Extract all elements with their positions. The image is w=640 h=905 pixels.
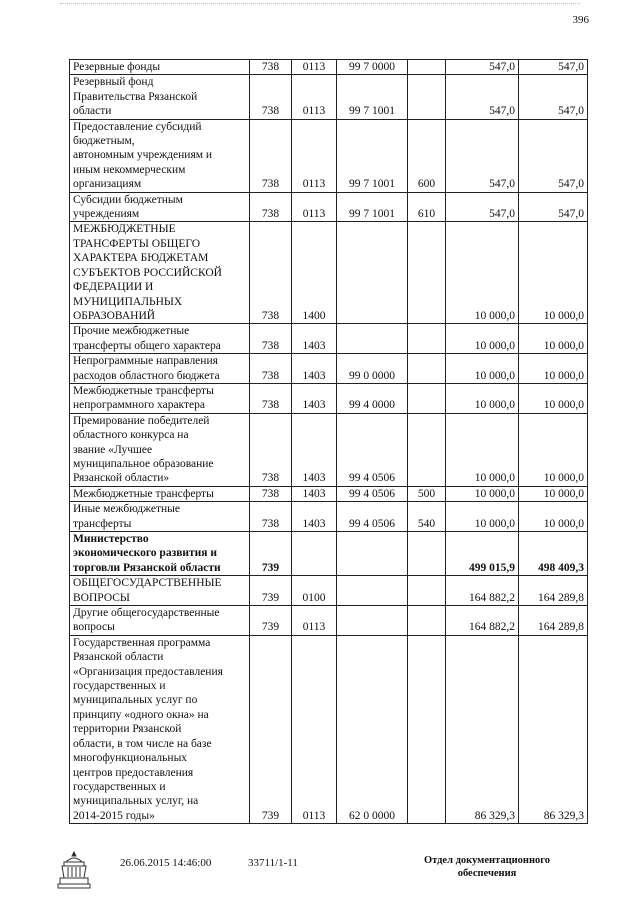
cell-vedomstvo: 738	[250, 192, 292, 222]
cell-expense-type	[408, 532, 446, 576]
cell-razdel: 0113	[292, 75, 337, 119]
cell-name: Другие общегосударственные вопросы	[70, 606, 250, 636]
cell-expense-type	[408, 576, 446, 606]
cell-vedomstvo: 738	[250, 60, 292, 75]
page-number: 396	[572, 14, 589, 26]
cell-name: Резервные фонды	[70, 60, 250, 75]
cell-razdel	[292, 532, 337, 576]
cell-sum-year-1: 10 000,0	[446, 324, 519, 354]
cell-name: МЕЖБЮДЖЕТНЫЕ ТРАНСФЕРТЫ ОБЩЕГО ХАРАКТЕРА БЮДЖЕТАМ СУБЪЕКТОВ РОССИЙСКОЙ ФЕДЕРАЦИИ И МУНИЦИПАЛЬНЫХ ОБРАЗОВАНИЙ	[70, 222, 250, 324]
cell-name: Межбюджетные трансферты	[70, 486, 250, 501]
cell-razdel: 1403	[292, 486, 337, 501]
table-row	[70, 532, 588, 576]
footer-date: 26.06.2015 14:46:00	[120, 857, 212, 869]
cell-target-article: 99 4 0506	[337, 413, 408, 486]
cell-vedomstvo: 738	[250, 486, 292, 501]
cell-sum-year-1: 164 882,2	[446, 576, 519, 606]
cell-vedomstvo: 738	[250, 502, 292, 532]
cell-expense-type	[408, 606, 446, 636]
cell-expense-type	[408, 413, 446, 486]
cell-expense-type: 610	[408, 192, 446, 222]
cell-sum-year-1: 10 000,0	[446, 413, 519, 486]
table-row	[70, 635, 588, 823]
cell-expense-type	[408, 222, 446, 324]
cell-sum-year-1: 547,0	[446, 192, 519, 222]
cell-name: Иные межбюджетные трансферты	[70, 502, 250, 532]
cell-name: Прочие межбюджетные трансферты общего характера	[70, 324, 250, 354]
cell-target-article: 62 0 0000	[337, 635, 408, 823]
cell-razdel: 0113	[292, 119, 337, 192]
cell-expense-type: 600	[408, 119, 446, 192]
cell-sum-year-2: 547,0	[519, 192, 588, 222]
cell-razdel: 1403	[292, 354, 337, 384]
cell-sum-year-1: 499 015,9	[446, 532, 519, 576]
cell-target-article	[337, 532, 408, 576]
table-row	[70, 576, 588, 606]
cell-name: Резервный фонд Правительства Рязанской области	[70, 75, 250, 119]
cell-expense-type	[408, 60, 446, 75]
table-row	[70, 606, 588, 636]
cell-name: Субсидии бюджетным учреждениям	[70, 192, 250, 222]
cell-vedomstvo: 739	[250, 576, 292, 606]
cell-sum-year-2: 86 329,3	[519, 635, 588, 823]
footer-document-code: 33711/1-11	[248, 857, 298, 869]
table-row	[70, 119, 588, 192]
cell-vedomstvo: 738	[250, 383, 292, 413]
table-row	[70, 413, 588, 486]
table-row	[70, 75, 588, 119]
table-row	[70, 502, 588, 532]
cell-sum-year-2: 10 000,0	[519, 413, 588, 486]
cell-sum-year-1: 10 000,0	[446, 222, 519, 324]
cell-sum-year-1: 86 329,3	[446, 635, 519, 823]
cell-target-article: 99 7 1001	[337, 75, 408, 119]
cell-sum-year-2: 10 000,0	[519, 383, 588, 413]
cell-sum-year-1: 10 000,0	[446, 354, 519, 384]
table-row	[70, 324, 588, 354]
table-row	[70, 486, 588, 501]
cell-sum-year-2: 547,0	[519, 75, 588, 119]
cell-target-article: 99 4 0506	[337, 502, 408, 532]
cell-sum-year-2: 547,0	[519, 119, 588, 192]
cell-sum-year-1: 547,0	[446, 119, 519, 192]
cell-sum-year-2: 498 409,3	[519, 532, 588, 576]
cell-vedomstvo: 739	[250, 606, 292, 636]
cell-sum-year-2: 10 000,0	[519, 222, 588, 324]
cell-razdel: 0113	[292, 192, 337, 222]
cell-razdel: 0100	[292, 576, 337, 606]
cell-sum-year-2: 547,0	[519, 60, 588, 75]
cell-razdel: 0113	[292, 606, 337, 636]
cell-vedomstvo: 738	[250, 222, 292, 324]
cell-vedomstvo: 738	[250, 119, 292, 192]
cell-sum-year-1: 10 000,0	[446, 383, 519, 413]
cell-target-article	[337, 576, 408, 606]
cell-razdel: 1403	[292, 324, 337, 354]
cell-name: Непрограммные направления расходов областного бюджета	[70, 354, 250, 384]
table-row	[70, 354, 588, 384]
cell-name: Межбюджетные трансферты непрограммного характера	[70, 383, 250, 413]
cell-razdel: 0113	[292, 635, 337, 823]
cell-sum-year-2: 10 000,0	[519, 502, 588, 532]
cell-target-article: 99 0 0000	[337, 354, 408, 384]
cell-razdel: 0113	[292, 60, 337, 75]
cell-sum-year-2: 164 289,8	[519, 606, 588, 636]
cell-name: ОБЩЕГОСУДАРСТВЕННЫЕ ВОПРОСЫ	[70, 576, 250, 606]
cell-expense-type	[408, 75, 446, 119]
cell-target-article: 99 7 1001	[337, 192, 408, 222]
cell-vedomstvo: 738	[250, 75, 292, 119]
cell-sum-year-2: 10 000,0	[519, 354, 588, 384]
cell-expense-type: 500	[408, 486, 446, 501]
cell-target-article: 99 7 0000	[337, 60, 408, 75]
table-row	[70, 383, 588, 413]
cell-vedomstvo: 739	[250, 532, 292, 576]
cell-vedomstvo: 739	[250, 635, 292, 823]
cell-razdel: 1400	[292, 222, 337, 324]
table-row	[70, 222, 588, 324]
cell-vedomstvo: 738	[250, 324, 292, 354]
cell-expense-type	[408, 324, 446, 354]
cell-sum-year-1: 547,0	[446, 75, 519, 119]
top-scan-rule	[60, 3, 580, 4]
cell-expense-type: 540	[408, 502, 446, 532]
cell-sum-year-1: 164 882,2	[446, 606, 519, 636]
footer	[0, 852, 640, 902]
cell-razdel: 1403	[292, 413, 337, 486]
cell-expense-type	[408, 354, 446, 384]
cell-sum-year-2: 10 000,0	[519, 324, 588, 354]
cell-name: Премирование победителей областного конкурса на звание «Лучшее муниципальное образование Рязанской области»	[70, 413, 250, 486]
cell-vedomstvo: 738	[250, 413, 292, 486]
footer-department: Отдел документационного обеспечения	[423, 855, 551, 879]
cell-expense-type	[408, 383, 446, 413]
cell-sum-year-2: 10 000,0	[519, 486, 588, 501]
cell-target-article: 99 4 0506	[337, 486, 408, 501]
cell-razdel: 1403	[292, 383, 337, 413]
cell-sum-year-1: 547,0	[446, 60, 519, 75]
cell-expense-type	[408, 635, 446, 823]
cell-vedomstvo: 738	[250, 354, 292, 384]
cell-sum-year-2: 164 289,8	[519, 576, 588, 606]
table-row	[70, 192, 588, 222]
cell-name: Предоставление субсидий бюджетным, автономным учреждениям и иным некоммерческим организациям	[70, 119, 250, 192]
cell-name: Государственная программа Рязанской области «Организация предоставления государственных и муниципальных услуг по принципу «одного окна» на территории Рязанской области, в том числе на базе многофункциональных центров предоставления государственных и муниципальных услуг, на 2014-2015 годы»	[70, 635, 250, 823]
cell-sum-year-1: 10 000,0	[446, 486, 519, 501]
cell-target-article	[337, 606, 408, 636]
cell-target-article: 99 4 0000	[337, 383, 408, 413]
table-body	[70, 60, 588, 824]
cell-target-article	[337, 222, 408, 324]
cell-target-article	[337, 324, 408, 354]
cell-name: Министерство экономического развития и торговли Рязанской области	[70, 532, 250, 576]
budget-table	[69, 59, 588, 824]
cell-sum-year-1: 10 000,0	[446, 502, 519, 532]
cell-target-article: 99 7 1001	[337, 119, 408, 192]
state-emblem-seal-icon	[52, 848, 96, 892]
cell-razdel: 1403	[292, 502, 337, 532]
table-row	[70, 60, 588, 75]
